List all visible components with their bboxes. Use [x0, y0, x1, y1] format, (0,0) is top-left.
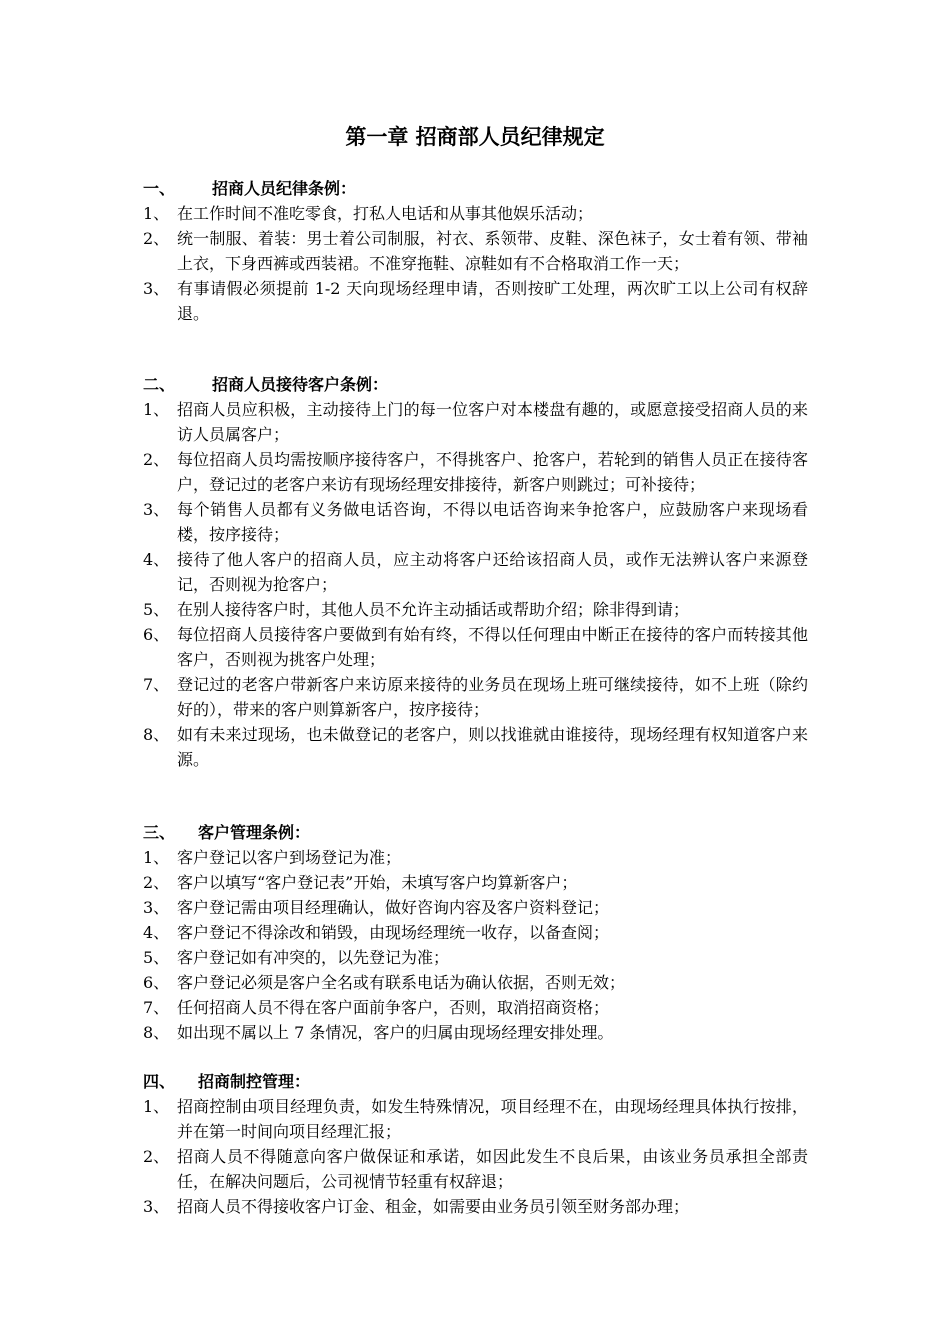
list-item-text: 统一制服、着装：男士着公司制服，衬衣、系领带、皮鞋、深色袜子，女士着有领、带袖上衣，下身西裤或西装裙。不准穿拖鞋、凉鞋如有不合格取消工作一天； [177, 229, 808, 273]
list-item-text: 在别人接待客户时，其他人员不允许主动插话或帮助介绍；除非得到请； [177, 600, 690, 619]
list-item-text: 有事请假必须提前 1-2 天向现场经理申请，否则按旷工处理，两次旷工以上公司有权辞退。 [177, 279, 808, 323]
list-item [143, 1020, 808, 1045]
list-item [143, 547, 808, 597]
list-item [143, 447, 808, 497]
list-item [143, 970, 808, 995]
page-title: 第一章 招商部人员纪律规定 [345, 124, 605, 149]
list-item [143, 722, 808, 772]
list-item-index: 1、 [143, 1097, 170, 1116]
list-item-index: 4、 [143, 923, 170, 942]
list-item-index: 5、 [143, 948, 170, 967]
section-number: 三、 [143, 823, 176, 842]
section-heading [143, 176, 808, 201]
list-item [143, 1194, 808, 1219]
list-item-text: 招商控制由项目经理负责，如发生特殊情况，项目经理不在，由现场经理具体执行按排，并在第一时间向项目经理汇报； [177, 1097, 808, 1141]
section-heading [143, 372, 808, 397]
section-heading-text: 招商人员接待客户条例： [212, 375, 389, 394]
list-item-index: 7、 [143, 675, 170, 694]
section-heading [143, 1069, 808, 1094]
list-item-index: 6、 [143, 973, 170, 992]
section-reception [143, 372, 808, 772]
list-item-text: 每位招商人员接待客户要做到有始有终，不得以任何理由中断正在接待的客户而转接其他客户，否则视为挑客户处理； [177, 625, 808, 669]
list-item-text: 客户登记如有冲突的，以先登记为准； [177, 948, 450, 967]
list-item [143, 1144, 808, 1194]
list-item [143, 995, 808, 1020]
list-item [143, 920, 808, 945]
list-item-index: 6、 [143, 625, 170, 644]
list-item-text: 每位招商人员均需按顺序接待客户，不得挑客户、抢客户，若轮到的销售人员正在接待客户，登记过的老客户来访有现场经理安排接待，新客户则跳过；可补接待； [177, 450, 808, 494]
section-number: 一、 [143, 179, 176, 198]
list-item-index: 2、 [143, 873, 170, 892]
list-item-index: 2、 [143, 450, 170, 469]
list-item [143, 622, 808, 672]
list-item [143, 895, 808, 920]
section-number: 四、 [143, 1072, 176, 1091]
list-item-text: 如出现不属以上 7 条情况，客户的归属由现场经理安排处理。 [177, 1023, 614, 1042]
list-item [143, 945, 808, 970]
section-heading-text: 客户管理条例： [198, 823, 311, 842]
list-item-text: 招商人员不得接收客户订金、租金，如需要由业务员引领至财务部办理； [177, 1197, 690, 1216]
list-item-index: 2、 [143, 1147, 170, 1166]
list-item-index: 2、 [143, 229, 170, 248]
list-item-index: 8、 [143, 725, 170, 744]
list-item [143, 276, 808, 326]
list-item [143, 870, 808, 895]
list-item [143, 845, 808, 870]
list-item [143, 201, 808, 226]
list-item-index: 7、 [143, 998, 170, 1017]
list-item-index: 3、 [143, 1197, 170, 1216]
section-control-management [143, 1069, 808, 1219]
section-heading-text: 招商制控管理： [198, 1072, 311, 1091]
list-item-text: 客户以填写“客户登记表”开始，未填写客户均算新客户； [177, 873, 578, 892]
list-item [143, 397, 808, 447]
list-item [143, 226, 808, 276]
list-item-index: 1、 [143, 400, 170, 419]
list-item-text: 如有未来过现场，也未做登记的老客户，则以找谁就由谁接待，现场经理有权知道客户来源。 [177, 725, 808, 769]
list-item-index: 8、 [143, 1023, 170, 1042]
list-item-text: 登记过的老客户带新客户来访原来接待的业务员在现场上班可继续接待，如不上班（除约好的），带来的客户则算新客户，按序接待； [177, 675, 808, 719]
list-item-text: 每个销售人员都有义务做电话咨询，不得以电话咨询来争抢客户，应鼓励客户来现场看楼，按序接待； [177, 500, 808, 544]
section-number: 二、 [143, 375, 176, 394]
section-heading-text: 招商人员纪律条例： [212, 179, 357, 198]
list-item-text: 招商人员不得随意向客户做保证和承诺，如因此发生不良后果，由该业务员承担全部责任，在解决问题后，公司视情节轻重有权辞退； [177, 1147, 808, 1191]
list-item-text: 任何招商人员不得在客户面前争客户，否则，取消招商资格； [177, 998, 610, 1017]
section-customer-management [143, 820, 808, 1045]
section-heading [143, 820, 808, 845]
list-item [143, 672, 808, 722]
list-item-text: 招商人员应积极，主动接待上门的每一位客户对本楼盘有趣的，或愿意接受招商人员的来访人员属客户； [177, 400, 808, 444]
list-item-index: 4、 [143, 550, 170, 569]
section-discipline [143, 176, 808, 326]
list-item-index: 3、 [143, 279, 170, 298]
list-item-index: 3、 [143, 898, 170, 917]
list-item-text: 客户登记以客户到场登记为准； [177, 848, 402, 867]
list-item [143, 497, 808, 547]
list-item-index: 3、 [143, 500, 170, 519]
list-item-index: 1、 [143, 848, 170, 867]
list-item-text: 客户登记不得涂改和销毁，由现场经理统一收存，以备查阅； [177, 923, 610, 942]
list-item [143, 1094, 808, 1144]
list-item [143, 597, 808, 622]
list-item-index: 1、 [143, 204, 170, 223]
list-item-text: 在工作时间不准吃零食，打私人电话和从事其他娱乐活动； [177, 204, 594, 223]
list-item-index: 5、 [143, 600, 170, 619]
list-item-text: 客户登记需由项目经理确认，做好咨询内容及客户资料登记； [177, 898, 610, 917]
list-item-text: 接待了他人客户的招商人员，应主动将客户还给该招商人员，或作无法辨认客户来源登记，否则视为抢客户； [177, 550, 808, 594]
list-item-text: 客户登记必须是客户全名或有联系电话为确认依据，否则无效； [177, 973, 626, 992]
